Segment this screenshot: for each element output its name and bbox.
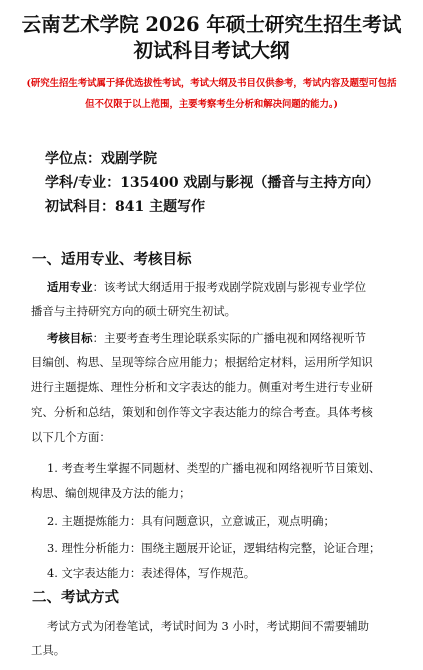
section-heading-2: 二、考试方式 — [32, 589, 119, 606]
goal-paragraph-line-5: 以下几个方面： — [31, 430, 111, 444]
section-heading-1: 一、适用专业、考核目标 — [32, 251, 192, 268]
exam-paragraph-line-2: 工具。 — [31, 643, 66, 657]
goal-label: 考核目标 — [47, 331, 93, 345]
notice-line-2: 但不仅限于以上范围，主要考察考生分析和解决问题的能力。) — [85, 99, 338, 110]
list-item-3: 3. 理性分析能力：围绕主题展开论证，逻辑结构完整，论证合理； — [47, 541, 381, 555]
meta-college: 学位点：戏剧学院 — [45, 151, 157, 167]
goal-paragraph-line-1 — [47, 331, 366, 345]
scope-paragraph-line-1 — [47, 280, 366, 294]
list-item-4: 4. 文字表达能力：表述得体，写作规范。 — [47, 566, 256, 580]
goal-paragraph-line-4: 究、分析和总结，策划和创作等文字表达能力的综合考查。具体考核 — [31, 405, 373, 419]
notice-line-1: (研究生招生考试属于择优选拔性考试，考试大纲及书目仅供参考，考试内容及题型可包括 — [26, 78, 397, 89]
document-subtitle: 初试科目考试大纲 — [133, 39, 290, 62]
meta-subject: 初试科目：841 主题写作 — [45, 199, 206, 215]
list-item-1-line-1: 1. 考查考生掌握不同题材、类型的广播电视和网络视听节目策划、 — [47, 461, 381, 475]
scope-label: 适用专业 — [47, 280, 93, 294]
goal-paragraph-line-2: 目编创、构思、呈现等综合应用能力；根据给定材料，运用所学知识 — [31, 355, 373, 369]
exam-paragraph-line-1: 考试方式为闭卷笔试，考试时间为 3 小时，考试期间不需要辅助 — [47, 619, 370, 633]
meta-major: 学科/专业：135400 戏剧与影视（播音与主持方向） — [45, 175, 380, 191]
list-item-2: 2. 主题提炼能力：具有问题意识，立意诚正，观点明确； — [47, 514, 335, 528]
document-title: 云南艺术学院 2026 年硕士研究生招生考试 — [21, 13, 402, 36]
list-item-1-line-2: 构思、编创规律及方法的能力； — [31, 486, 191, 500]
scope-paragraph-line-2: 播音与主持研究方向的硕士研究生初试。 — [31, 304, 237, 318]
scope-text: ：该考试大纲适用于报考戏剧学院戏剧与影视专业学位 — [92, 280, 366, 294]
goal-text: ：主要考查考生理论联系实际的广播电视和网络视听节 — [92, 331, 366, 345]
goal-paragraph-line-3: 进行主题提炼、理性分析和文字表达的能力。侧重对考生进行专业研 — [31, 380, 373, 394]
